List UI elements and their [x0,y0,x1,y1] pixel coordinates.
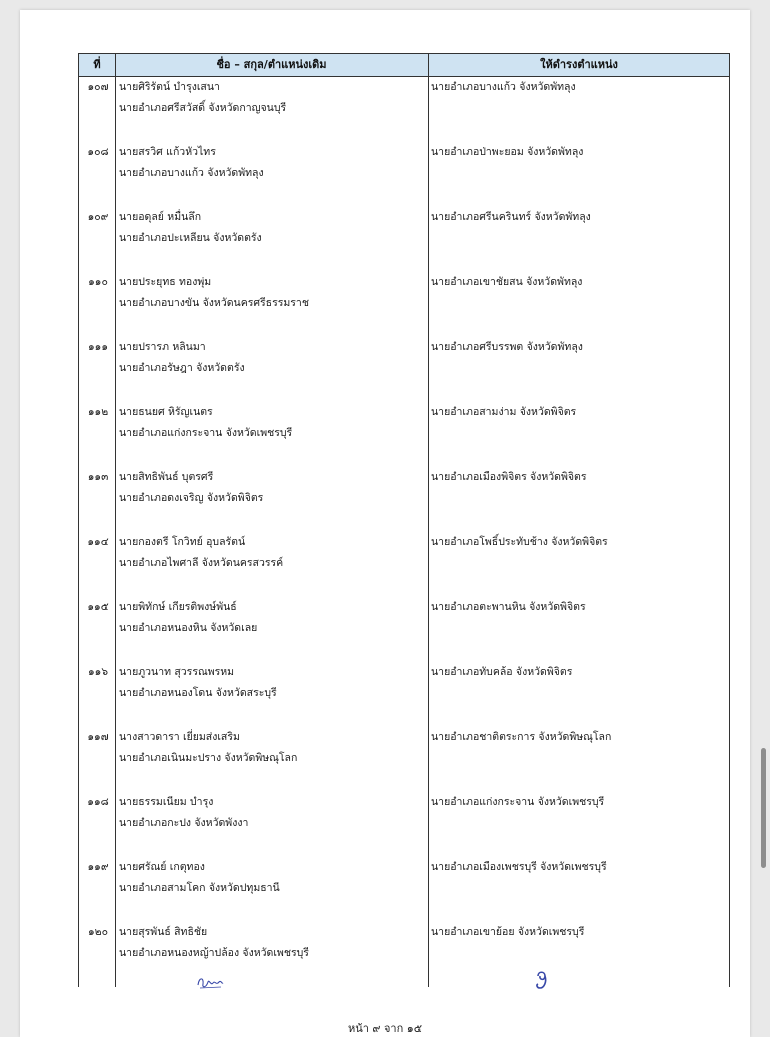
person-name: นายปรารภ หลินมา [119,341,206,353]
name-cell [119,597,425,639]
new-position: นายอำเภอตะพานหิน จังหวัดพิจิตร [431,601,586,613]
table-row [79,597,729,662]
name-cell [119,662,425,704]
new-position: นายอำเภอเมืองเพชรบุรี จังหวัดเพชรบุรี [431,861,607,873]
new-position: นายอำเภอโพธิ์ประทับช้าง จังหวัดพิจิตร [431,536,608,548]
old-position: นายอำเภอดงเจริญ จังหวัดพิจิตร [119,492,264,504]
name-cell [119,337,425,379]
header-new-position: ให้ดำรงตำแหน่ง [540,58,618,71]
name-cell [119,207,425,249]
old-position: นายอำเภอหนองหิน จังหวัดเลย [119,622,258,634]
table-row [79,337,729,402]
name-cell [119,727,425,769]
person-name: นายศรัณย์ เกตุทอง [119,861,205,873]
new-position: นายอำเภอทับคล้อ จังหวัดพิจิตร [431,666,573,678]
name-cell [119,142,425,184]
person-name: นางสาวดารา เยี่ยมส่งเสริม [119,731,240,743]
header-number: ที่ [93,58,101,71]
person-name: นายสุรพันธ์ สิทธิชัย [119,926,208,938]
person-name: นายภูวนาท สุวรรณพรหม [119,666,235,678]
person-name: นายศิริรัตน์ บำรุงเสนา [119,81,220,93]
table-row [79,77,729,142]
table-row [79,142,729,207]
table-row [79,662,729,727]
old-position: นายอำเภอบางขัน จังหวัดนครศรีธรรมราช [119,297,309,309]
person-name: นายประยุทธ ทองพุ่ม [119,276,212,288]
new-position: นายอำเภอแก่งกระจาน จังหวัดเพชรบุรี [431,796,605,808]
scrollbar-thumb[interactable] [761,748,766,868]
row-number: ๑๑๕ [87,601,109,613]
row-number: ๑๑๘ [87,796,109,808]
row-number: ๑๐๙ [87,211,109,223]
row-number: ๑๑๗ [87,731,109,743]
row-number: ๑๐๗ [87,81,109,93]
person-name: นายพิทักษ์ เกียรติพงษ์พันธ์ [119,601,237,613]
old-position: นายอำเภอหนองโดน จังหวัดสระบุรี [119,687,277,699]
person-name: นายธรรมเนียม บำรุง [119,796,214,808]
person-name: นายสรวิศ แก้วหัวไทร [119,146,216,158]
name-cell [119,922,425,964]
row-number: ๑๑๙ [87,861,109,873]
row-number: ๑๑๐ [88,276,108,288]
table-row [79,207,729,272]
new-position: นายอำเภอชาติตระการ จังหวัดพิษณุโลก [431,731,612,743]
old-position: นายอำเภอบางแก้ว จังหวัดพัทลุง [119,167,264,179]
old-position: นายอำเภอไพศาลี จังหวัดนครสวรรค์ [119,557,284,569]
old-position: นายอำเภอปะเหลียน จังหวัดตรัง [119,232,262,244]
table-row [79,532,729,597]
new-position: นายอำเภอศรีบรรพต จังหวัดพัทลุง [431,341,583,353]
old-position: นายอำเภอรัษฎา จังหวัดตรัง [119,362,245,374]
handwritten-initials [530,968,552,992]
person-name: นายสิทธิพันธ์ บุตรศรี [119,471,214,483]
appointment-table [78,53,730,987]
table-row [79,272,729,337]
old-position: นายอำเภอแก่งกระจาน จังหวัดเพชรบุรี [119,427,293,439]
table-row [79,727,729,792]
name-cell [119,792,425,834]
row-number: ๑๐๘ [87,146,109,158]
table-header [79,54,729,77]
old-position: นายอำเภอกะปง จังหวัดพังงา [119,817,249,829]
row-number: ๑๑๓ [87,471,109,483]
old-position: นายอำเภอหนองหญ้าปล้อง จังหวัดเพชรบุรี [119,947,309,959]
person-name: นายกองตรี โกวิทย์ อุบลรัตน์ [119,536,246,548]
person-name: นายธนยศ หิรัญเนตร [119,406,213,418]
table-row [79,792,729,857]
person-name: นายอดุลย์ หมื่นลึก [119,211,202,223]
row-number: ๑๒๐ [88,926,108,938]
name-cell [119,857,425,899]
new-position: นายอำเภอบางแก้ว จังหวัดพัทลุง [431,81,576,93]
new-position: นายอำเภอเขาชัยสน จังหวัดพัทลุง [431,276,583,288]
name-cell [119,467,425,509]
new-position: นายอำเภอสามง่าม จังหวัดพิจิตร [431,406,577,418]
table-row [79,922,729,987]
row-number: ๑๑๑ [88,341,108,353]
new-position: นายอำเภอเขาย้อย จังหวัดเพชรบุรี [431,926,585,938]
new-position: นายอำเภอศรีนครินทร์ จังหวัดพัทลุง [431,211,591,223]
table-row [79,467,729,532]
table-row [79,857,729,922]
old-position: นายอำเภอเนินมะปราง จังหวัดพิษณุโลก [119,752,298,764]
name-cell [119,402,425,444]
name-cell [119,77,425,119]
name-cell [119,272,425,314]
new-position: นายอำเภอป่าพะยอม จังหวัดพัทลุง [431,146,584,158]
document-page [20,10,750,1037]
old-position: นายอำเภอศรีสวัสดิ์ จังหวัดกาญจนบุรี [119,102,287,114]
old-position: นายอำเภอสามโคก จังหวัดปทุมธานี [119,882,280,894]
page-number: หน้า ๙ จาก ๑๕ [347,1022,423,1035]
header-name: ชื่อ – สกุล/ตำแหน่งเดิม [216,58,327,71]
name-cell [119,532,425,574]
row-number: ๑๑๔ [87,536,109,548]
table-body [79,77,729,987]
row-number: ๑๑๖ [88,666,108,678]
table-row [79,402,729,467]
new-position: นายอำเภอเมืองพิจิตร จังหวัดพิจิตร [431,471,587,483]
row-number: ๑๑๒ [87,406,109,418]
handwritten-signature [195,973,225,991]
